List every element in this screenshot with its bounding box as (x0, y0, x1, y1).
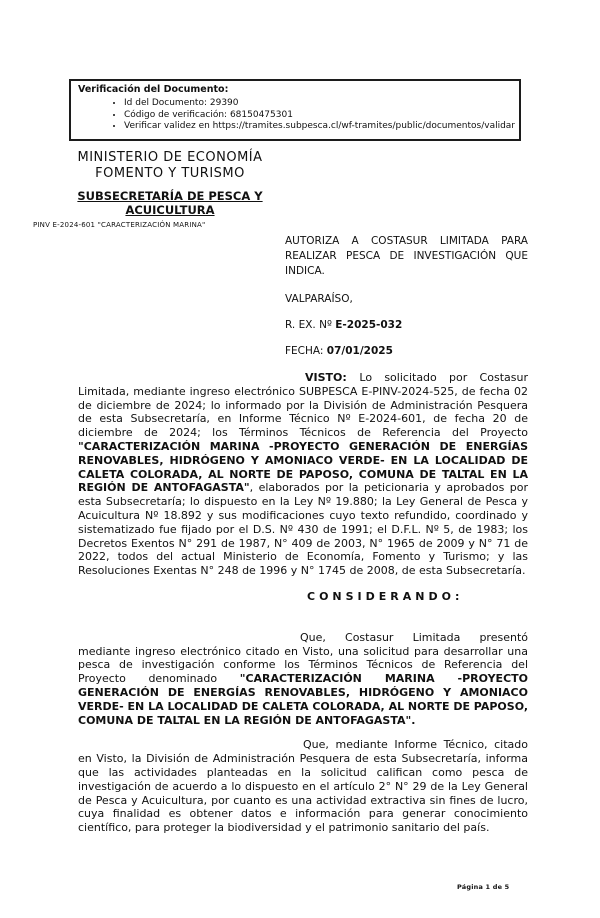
date-value: 07/01/2025 (326, 345, 393, 357)
resolution-number-line (285, 319, 402, 331)
verification-title: Verificación del Documento: (78, 84, 229, 95)
verification-box (69, 79, 521, 141)
ministry-name-line2: FOMENTO Y TURISMO (95, 166, 245, 181)
visto-paragraph: VISTO: Lo solicitado por Costasur Limitada, mediante ingreso electrónico SUBPESCA E-PINV-2024-525, de fecha 02 de diciembre de 2024; lo informado por la División de Administración Pesquera de esta Subsecretaría, en Informe Técnico Nº E-2024-601, de fecha 20 de diciembre de 2024; los Términos Técnicos de Referencia del Proyecto "CARACTERIZACIÓN MARINA -PROYECTO GENERACIÓN DE ENERGÍAS RENOVABLES, HIDRÓGENO Y AMONIACO VERDE- EN LA LOCALIDAD DE CALETA COLORADA, AL NORTE DE PAPOSO, COMUNA DE TALTAL EN LA REGIÓN DE ANTOFAGASTA", elaborados por la peticionaria y aprobados por esta Subsecretaría; lo dispuesto en la Ley Nº 19.880; la Ley General de Pesca y Acuicultura Nº 18.892 y sus modificaciones cuyo texto refundido, coordinado y sistematizado fue fijado por el D.S. Nº 430 de 1991; el D.F.L. Nº 5, de 1983; los Decretos Exentos N° 291 de 1987, N° 409 de 2003, N° 1965 de 2009 y N° 71 de 2022, todos del actual Ministerio de Economía, Fomento y Turismo; y las Resoluciones Exentas N° 248 de 1996 y N° 1745 de 2008, de esta Subsecretaría. (78, 371, 528, 578)
verification-list (78, 98, 515, 133)
document-body (78, 371, 528, 835)
verification-item-url: • Verificar validez en https://tramites.subpesca.cl/wf-tramites/public/documentos/validar (124, 121, 515, 133)
resolution-number-value: E-2025-032 (335, 319, 403, 331)
date-line (285, 345, 393, 357)
resolution-subject: AUTORIZA A COSTASUR LIMITADA PARA REALIZAR PESCA DE INVESTIGACIÓN QUE INDICA. (285, 235, 528, 277)
resolution-number-label: R. EX. Nº (285, 319, 336, 331)
ministry-name-line1: MINISTERIO DE ECONOMÍA (77, 150, 263, 165)
letterhead (34, 150, 306, 217)
considerando-paragraph-1: Que, Costasur Limitada presentó mediante ingreso electrónico citado en Visto, una solicitud para desarrollar una pesca de investigación conforme los Términos Técnicos de Referencia del Proyecto denominado "CARACTERIZACIÓN MARINA -PROYECTO GENERACIÓN DE ENERGÍAS RENOVABLES, HIDRÓGENO Y AMONIACO VERDE- EN LA LOCALIDAD DE CALETA COLORADA, AL NORTE DE PAPOSO, COMUNA DE TALTAL EN LA REGIÓN DE ANTOFAGASTA". (78, 630, 528, 727)
date-label: FECHA: (285, 345, 327, 357)
considerando-heading: CONSIDERANDO: (307, 589, 464, 603)
considerando-paragraph-2: Que, mediante Informe Técnico, citado en Visto, la División de Administración Pesquera de esta Subsecretaría, informa que las actividades planteadas en la solicitud califican como pesca de investigación de acuerdo a lo dispuesto en el artículo 2° N° 29 de la Ley General de Pesca y Acuicultura, por cuanto es una actividad extractiva sin fines de lucro, cuya finalidad es obtener datos e información para generar conocimiento científico, para proteger la biodiversidad y el patrimonio sanitario del país. (78, 738, 528, 835)
project-reference: PINV E-2024-601 "CARACTERIZACIÓN MARINA" (33, 221, 206, 229)
page-number: Página 1 de 5 (457, 883, 510, 891)
verification-item-document-id: • Id del Documento: 29390 (124, 98, 515, 110)
subsecretaria-name: SUBSECRETARÍA DE PESCA Y ACUICULTURA (77, 189, 263, 217)
city-line: VALPARAÍSO, (285, 293, 353, 305)
verification-item-code: • Código de verificación: 68150475301 (124, 110, 515, 122)
